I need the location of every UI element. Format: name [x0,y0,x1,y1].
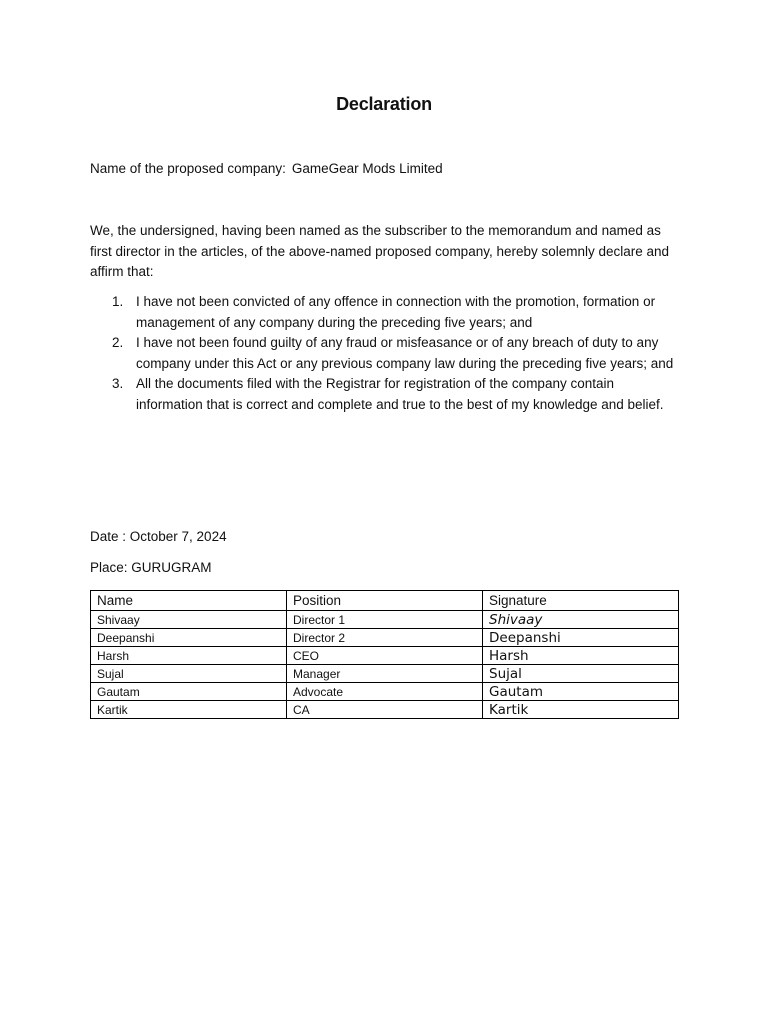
cell-position: Director 1 [287,611,483,629]
company-name-value: GameGear Mods Limited [291,161,443,176]
cell-name: Harsh [91,647,287,665]
cell-signature: Deepanshi [483,629,679,647]
declaration-list [90,292,680,415]
table-row [91,683,679,701]
company-name-line [90,161,443,176]
date-line: Date : October 7, 2024 [90,529,227,544]
column-header-position: Position [287,591,483,611]
signatories-table [90,590,679,719]
declaration-text: I have not been convicted of any offence in connection with the promotion, formation or management of any company during the preceding five years; and [136,294,656,330]
cell-position: Manager [287,665,483,683]
cell-name: Kartik [91,701,287,719]
table-row [91,665,679,683]
table-row [91,701,679,719]
declaration-text: All the documents filed with the Registrar for registration of the company contain information that is correct and complete and true to the best of my knowledge and belief. [136,376,664,412]
cell-signature: Gautam [483,683,679,701]
table-row [91,611,679,629]
declaration-text: I have not been found guilty of any fraud or misfeasance or of any breach of duty to any company under this Act or any previous company law during the preceding five years; and [136,335,674,371]
cell-position: CEO [287,647,483,665]
cell-signature: Harsh [483,647,679,665]
declaration-number: 3. [112,376,124,391]
column-header-signature: Signature [483,591,679,611]
table-row [91,629,679,647]
cell-signature: Shivaay [483,611,679,629]
declaration-item [90,374,680,415]
declaration-item [90,292,680,333]
cell-name: Shivaay [91,611,287,629]
document-title: Declaration [336,94,432,114]
declaration-number: 1. [112,294,124,309]
declaration-number: 2. [112,335,124,350]
cell-position: CA [287,701,483,719]
declaration-item [90,333,680,374]
cell-position: Advocate [287,683,483,701]
place-line: Place: GURUGRAM [90,560,212,575]
cell-position: Director 2 [287,629,483,647]
table-row [91,647,679,665]
cell-signature: Sujal [483,665,679,683]
company-name-label: Name of the proposed company: [90,161,286,176]
cell-signature: Kartik [483,701,679,719]
cell-name: Gautam [91,683,287,701]
column-header-name: Name [91,591,287,611]
cell-name: Deepanshi [91,629,287,647]
declaration-intro: We, the undersigned, having been named as the subscriber to the memorandum and named as first director in the articles, of the above-named proposed company, hereby solemnly declare and affirm that: [90,223,670,279]
cell-name: Sujal [91,665,287,683]
table-header-row [91,591,679,611]
